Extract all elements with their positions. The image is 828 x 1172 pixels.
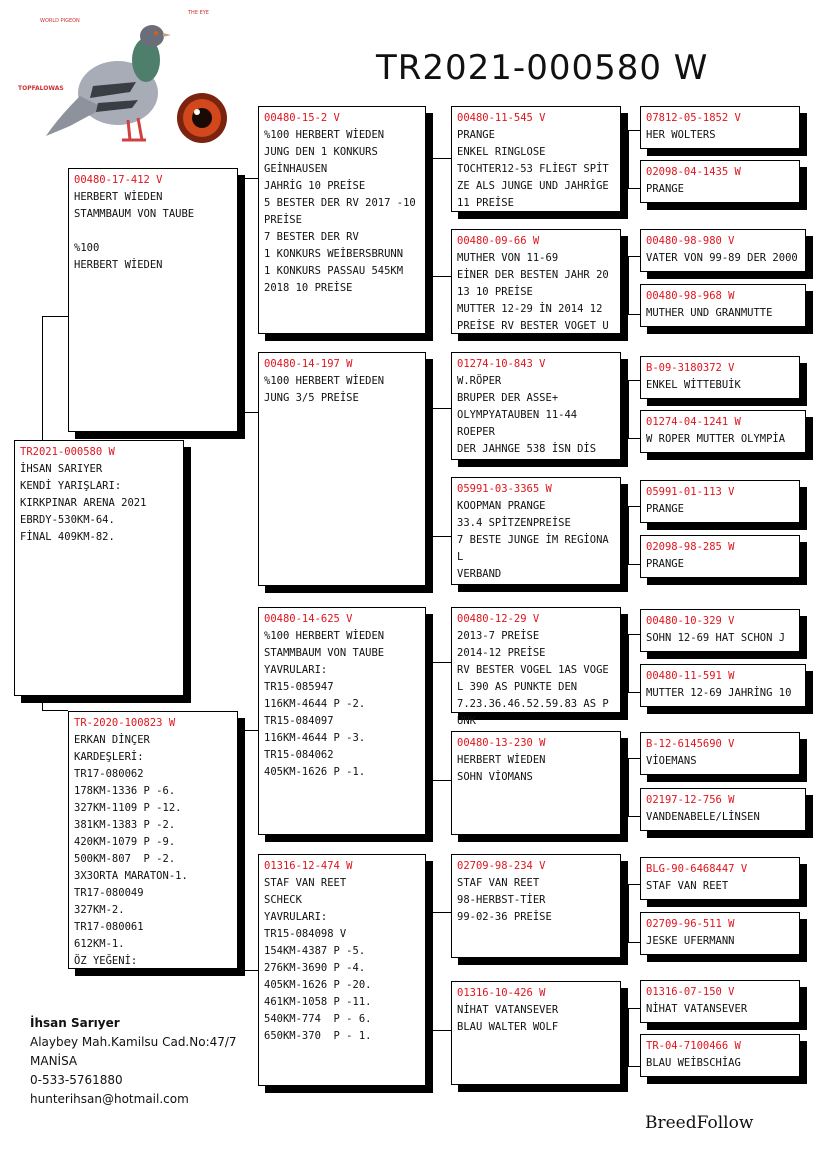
box-notes: PRANGE ENKEL RINGLOSE TOCHTER12-53 FLİEGT SPİTZE ALS JUNGE UND JAHRİGE 11 PREİSE — [457, 129, 609, 209]
box-notes: SOHN 12-69 HAT SCHON J — [646, 632, 786, 644]
pedigree-box-ss — [258, 106, 426, 334]
pedigree-box-g4-8 — [640, 535, 800, 578]
pedigree-box-sire — [68, 168, 238, 432]
pedigree-box-ddd — [451, 981, 621, 1085]
pedigree-box-sss — [451, 106, 621, 212]
ring-number: 00480-13-230 W — [457, 737, 546, 749]
box-notes: JESKE UFERMANN — [646, 935, 735, 947]
ring-number: 00480-15-2 V — [264, 112, 340, 124]
pedigree-box-dds — [451, 854, 621, 958]
owner-city: MANİSA — [30, 1054, 78, 1068]
box-notes: W ROPER MUTTER OLYMPİA — [646, 433, 786, 445]
ring-number: 02098-98-285 W — [646, 541, 735, 553]
ring-number: 01316-07-150 V — [646, 986, 735, 998]
ring-number: TR-04-7100466 W — [646, 1040, 741, 1052]
box-notes: ERKAN DİNÇER KARDEŞLERİ: TR17-080062 178KM-1336 P -6. 327KM-1109 P -12. 381KM-1383 P -2. 420KM-1079 P -9. 500KM-807 P -2. 3X3ORTA MARATON-1. TR17-080049 327KM-2. TR17-080061 612KM-1. ÖZ YEĞENİ: — [74, 734, 188, 967]
ring-number: 01316-12-474 W — [264, 860, 353, 872]
pedigree-box-dss — [451, 607, 621, 727]
ring-number: 01274-04-1241 W — [646, 416, 741, 428]
logo — [18, 8, 238, 162]
box-notes: STAF VAN REET 98-HERBST-TİER 99-02-36 PREİSE — [457, 877, 552, 923]
box-notes: MUTHER UND GRANMUTTE — [646, 307, 773, 319]
box-notes: 2013-7 PREİSE 2014-12 PREİSE RV BESTER VOGEL 1AS VOGEL 390 AS PUNKTE DEN 7.23.36.46.52.59.83 AS PUNK — [457, 630, 609, 727]
ring-number: 07812-05-1852 V — [646, 112, 741, 124]
ring-number: B-09-3180372 V — [646, 362, 735, 374]
pedigree-box-sd — [258, 352, 426, 586]
ring-number: 01274-10-843 V — [457, 358, 546, 370]
pedigree-box-g4-1 — [640, 106, 800, 149]
pedigree-box-g4-13 — [640, 857, 800, 900]
box-notes: %100 HERBERT WİEDEN JUNG DEN 1 KONKURS GEİNHAUSEN JAHRİG 10 PREİSE 5 BESTER DER RV 2017 -10 PREİSE 7 BESTER DER RV 1 KONKURS WEİBERSBRUNN 1 KONKURS PASSAU 545KM 2018 10 PREİSE — [264, 129, 416, 294]
pedigree-box-dd — [258, 854, 426, 1086]
ring-number: BLG-90-6468447 V — [646, 863, 748, 875]
box-notes: KOOPMAN PRANGE 33.4 SPİTZENPREİSE 7 BESTE JUNGE İM REGİONAL VERBAND — [457, 500, 609, 580]
footer-brand: BreedFollow — [645, 1113, 754, 1133]
ring-number: 00480-12-29 V — [457, 613, 540, 625]
pedigree-box-g4-3 — [640, 229, 806, 272]
pedigree-box-g4-2 — [640, 160, 800, 203]
page-title: TR2021-000580 W — [376, 48, 709, 88]
pedigree-box-g4-5 — [640, 356, 800, 399]
ring-number: TR2021-000580 W — [20, 446, 115, 458]
box-notes: HERBERT WİEDEN STAMMBAUM VON TAUBE %100 HERBERT WİEDEN — [74, 191, 195, 271]
ring-number: 01316-10-426 W — [457, 987, 546, 999]
logo-slogan-text: THE EYE — [188, 10, 209, 16]
pedigree-box-ssd — [451, 229, 621, 334]
box-notes: VİOEMANS — [646, 755, 697, 767]
pedigree-box-sds — [451, 352, 621, 460]
pedigree-box-g4-14 — [640, 912, 800, 955]
box-notes: W.RÖPER BRUPER DER ASSE+ OLYMPYATAUBEN 11-44 ROEPER DER JAHNGE 538 İSN DİS — [457, 375, 597, 455]
pedigree-box-g4-6 — [640, 410, 806, 453]
box-notes: MUTHER VON 11-69 EİNER DER BESTEN JAHR 2013 10 PREİSE MUTTER 12-29 İN 2014 12 PREİSE RV BESTER VOGET U — [457, 252, 609, 332]
pedigree-box-g4-15 — [640, 980, 800, 1023]
owner-address: Alaybey Mah.Kamilsu Cad.No:47/7 — [30, 1035, 237, 1049]
pedigree-box-g4-10 — [640, 664, 806, 707]
ring-number: 00480-14-197 W — [264, 358, 353, 370]
box-notes: BLAU WEİBSCHİAG — [646, 1057, 741, 1069]
ring-number: TR-2020-100823 W — [74, 717, 176, 729]
ring-number: 02098-04-1435 W — [646, 166, 741, 178]
ring-number: 00480-98-968 W — [646, 290, 735, 302]
box-notes: İHSAN SARIYER KENDİ YARIŞLARI: KIRKPINAR ARENA 2021 EBRDY-530KM-64. FİNAL 409KM-82. — [20, 463, 147, 543]
pedigree-box-g4-4 — [640, 284, 806, 327]
box-notes: MUTTER 12-69 JAHRİNG 10 — [646, 687, 792, 699]
ring-number: 00480-09-66 W — [457, 235, 540, 247]
box-notes: NİHAT VATANSEVER — [646, 1003, 748, 1015]
box-notes: VATER VON 99-89 DER 2000 — [646, 252, 798, 264]
pedigree-box-dam — [68, 711, 238, 969]
pedigree-box-dsd — [451, 731, 621, 835]
box-notes: ENKEL WİTTEBUİK — [646, 379, 741, 391]
pedigree-box-sdd — [451, 477, 621, 585]
owner-info — [30, 1014, 237, 1109]
box-notes: %100 HERBERT WİEDEN STAMMBAUM VON TAUBE YAVRULARI: TR15-085947 116KM-4644 P -2. TR15-084097 116KM-4644 P -3. TR15-084062 405KM-1626 P -1. — [264, 630, 385, 778]
box-notes: STAF VAN REET — [646, 880, 729, 892]
ring-number: B-12-6145690 V — [646, 738, 735, 750]
owner-name: İhsan Sarıyer — [30, 1016, 120, 1030]
ring-number: 00480-11-591 W — [646, 670, 735, 682]
pedigree-box-g4-12 — [640, 788, 806, 831]
box-notes: HERBERT WİEDEN SOHN VİOMANS — [457, 754, 546, 783]
logo-top-text: WORLD PIGEON — [40, 18, 80, 24]
box-notes: PRANGE — [646, 183, 684, 195]
ring-number: 05991-01-113 V — [646, 486, 735, 498]
pedigree-box-g4-16 — [640, 1034, 800, 1077]
ring-number: 05991-03-3365 W — [457, 483, 552, 495]
pigeon-logo-icon — [18, 8, 238, 158]
ring-number: 00480-17-412 V — [74, 174, 163, 186]
logo-brand-text: TOPFALOWAS — [18, 85, 64, 92]
owner-phone: 0-533-5761880 — [30, 1073, 123, 1087]
box-notes: STAF VAN REET SCHECK YAVRULARI: TR15-084098 V 154KM-4387 P -5. 276KM-3690 P -4. 405KM-1626 P -20. 461KM-1058 P -11. 540KM-774 P - 6. 650KM-370 P - 1. — [264, 877, 372, 1042]
ring-number: 00480-10-329 V — [646, 615, 735, 627]
pedigree-box-subject — [14, 440, 184, 696]
box-notes: PRANGE — [646, 558, 684, 570]
ring-number: 00480-14-625 V — [264, 613, 353, 625]
box-notes: %100 HERBERT WİEDEN JUNG 3/5 PREİSE — [264, 375, 385, 404]
ring-number: 02709-98-234 V — [457, 860, 546, 872]
ring-number: 02709-96-511 W — [646, 918, 735, 930]
box-notes: NİHAT VATANSEVER BLAU WALTER WOLF — [457, 1004, 559, 1033]
ring-number: 00480-98-980 V — [646, 235, 735, 247]
box-notes: VANDENABELE/LİNSEN — [646, 811, 760, 823]
ring-number: 00480-11-545 V — [457, 112, 546, 124]
owner-email[interactable]: hunterihsan@hotmail.com — [30, 1092, 189, 1106]
pedigree-box-ds — [258, 607, 426, 835]
box-notes: HER WOLTERS — [646, 129, 716, 141]
box-notes: PRANGE — [646, 503, 684, 515]
pedigree-box-g4-11 — [640, 732, 800, 775]
pedigree-box-g4-7 — [640, 480, 800, 523]
pedigree-box-g4-9 — [640, 609, 800, 652]
ring-number: 02197-12-756 W — [646, 794, 735, 806]
